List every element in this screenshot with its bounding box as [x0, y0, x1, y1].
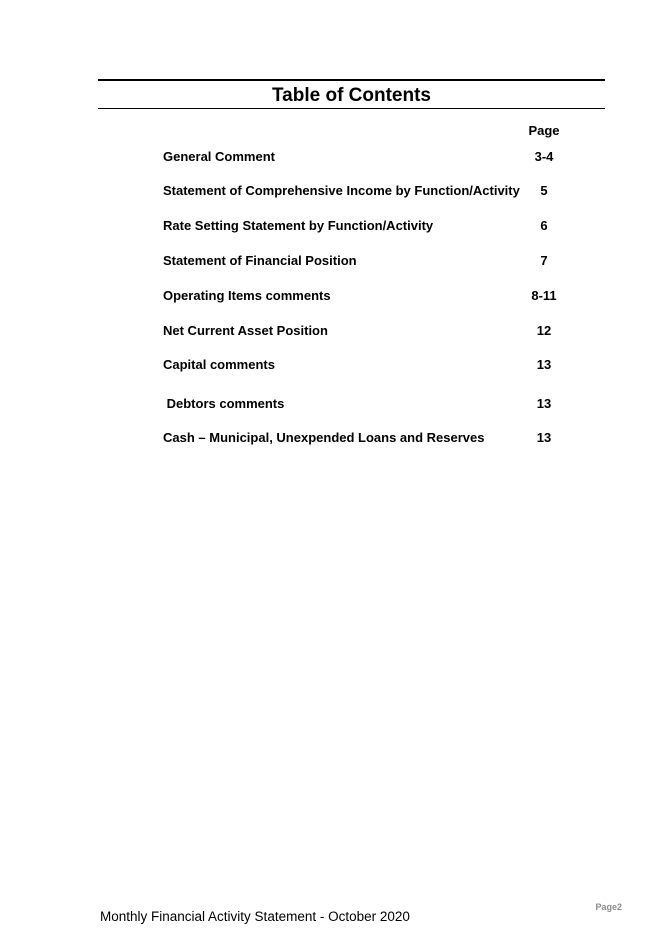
- title-top-rule: [98, 79, 605, 81]
- toc-entry-label: Statement of Financial Position: [163, 253, 357, 268]
- toc-entry-label: Statement of Comprehensive Income by Function/Activity: [163, 183, 520, 198]
- toc-entry-label: Net Current Asset Position: [163, 323, 328, 338]
- footer-page-number: Page2: [595, 902, 622, 912]
- toc-entry-page: 13: [536, 357, 552, 372]
- toc-entry: [163, 288, 583, 304]
- toc-entry-page: 13: [536, 396, 552, 411]
- toc-entry: [163, 149, 583, 165]
- toc-entry-label: General Comment: [163, 149, 275, 164]
- toc-entry: [163, 323, 583, 339]
- toc-entry-page: 5: [540, 183, 548, 198]
- title-bottom-rule: [98, 108, 605, 109]
- toc-entry-label: Rate Setting Statement by Function/Activity: [163, 218, 434, 233]
- toc-entry-page: 13: [536, 430, 552, 445]
- toc-entry: [163, 396, 583, 412]
- toc-entry: [163, 253, 583, 269]
- footer-document-title: Monthly Financial Activity Statement - October 2020: [100, 909, 410, 924]
- toc-entry-page: 7: [540, 253, 548, 268]
- toc-entry-label: Operating Items comments: [163, 288, 331, 303]
- toc-entry: [163, 183, 583, 199]
- toc-entry-page: 12: [536, 323, 552, 338]
- toc-entry: [163, 218, 583, 234]
- page-column-header: Page: [528, 123, 560, 138]
- toc-entry: [163, 357, 583, 373]
- toc-entry-page: 6: [540, 218, 548, 233]
- toc-entry-page: 8-11: [531, 288, 557, 303]
- page-title: Table of Contents: [271, 85, 432, 106]
- toc-entry-label: Capital comments: [163, 357, 275, 372]
- toc-entry-page: 3-4: [534, 149, 554, 164]
- toc-entry: [163, 430, 583, 446]
- toc-entry-label: Debtors comments: [163, 396, 285, 411]
- toc-entry-label: Cash – Municipal, Unexpended Loans and Reserves: [163, 430, 485, 445]
